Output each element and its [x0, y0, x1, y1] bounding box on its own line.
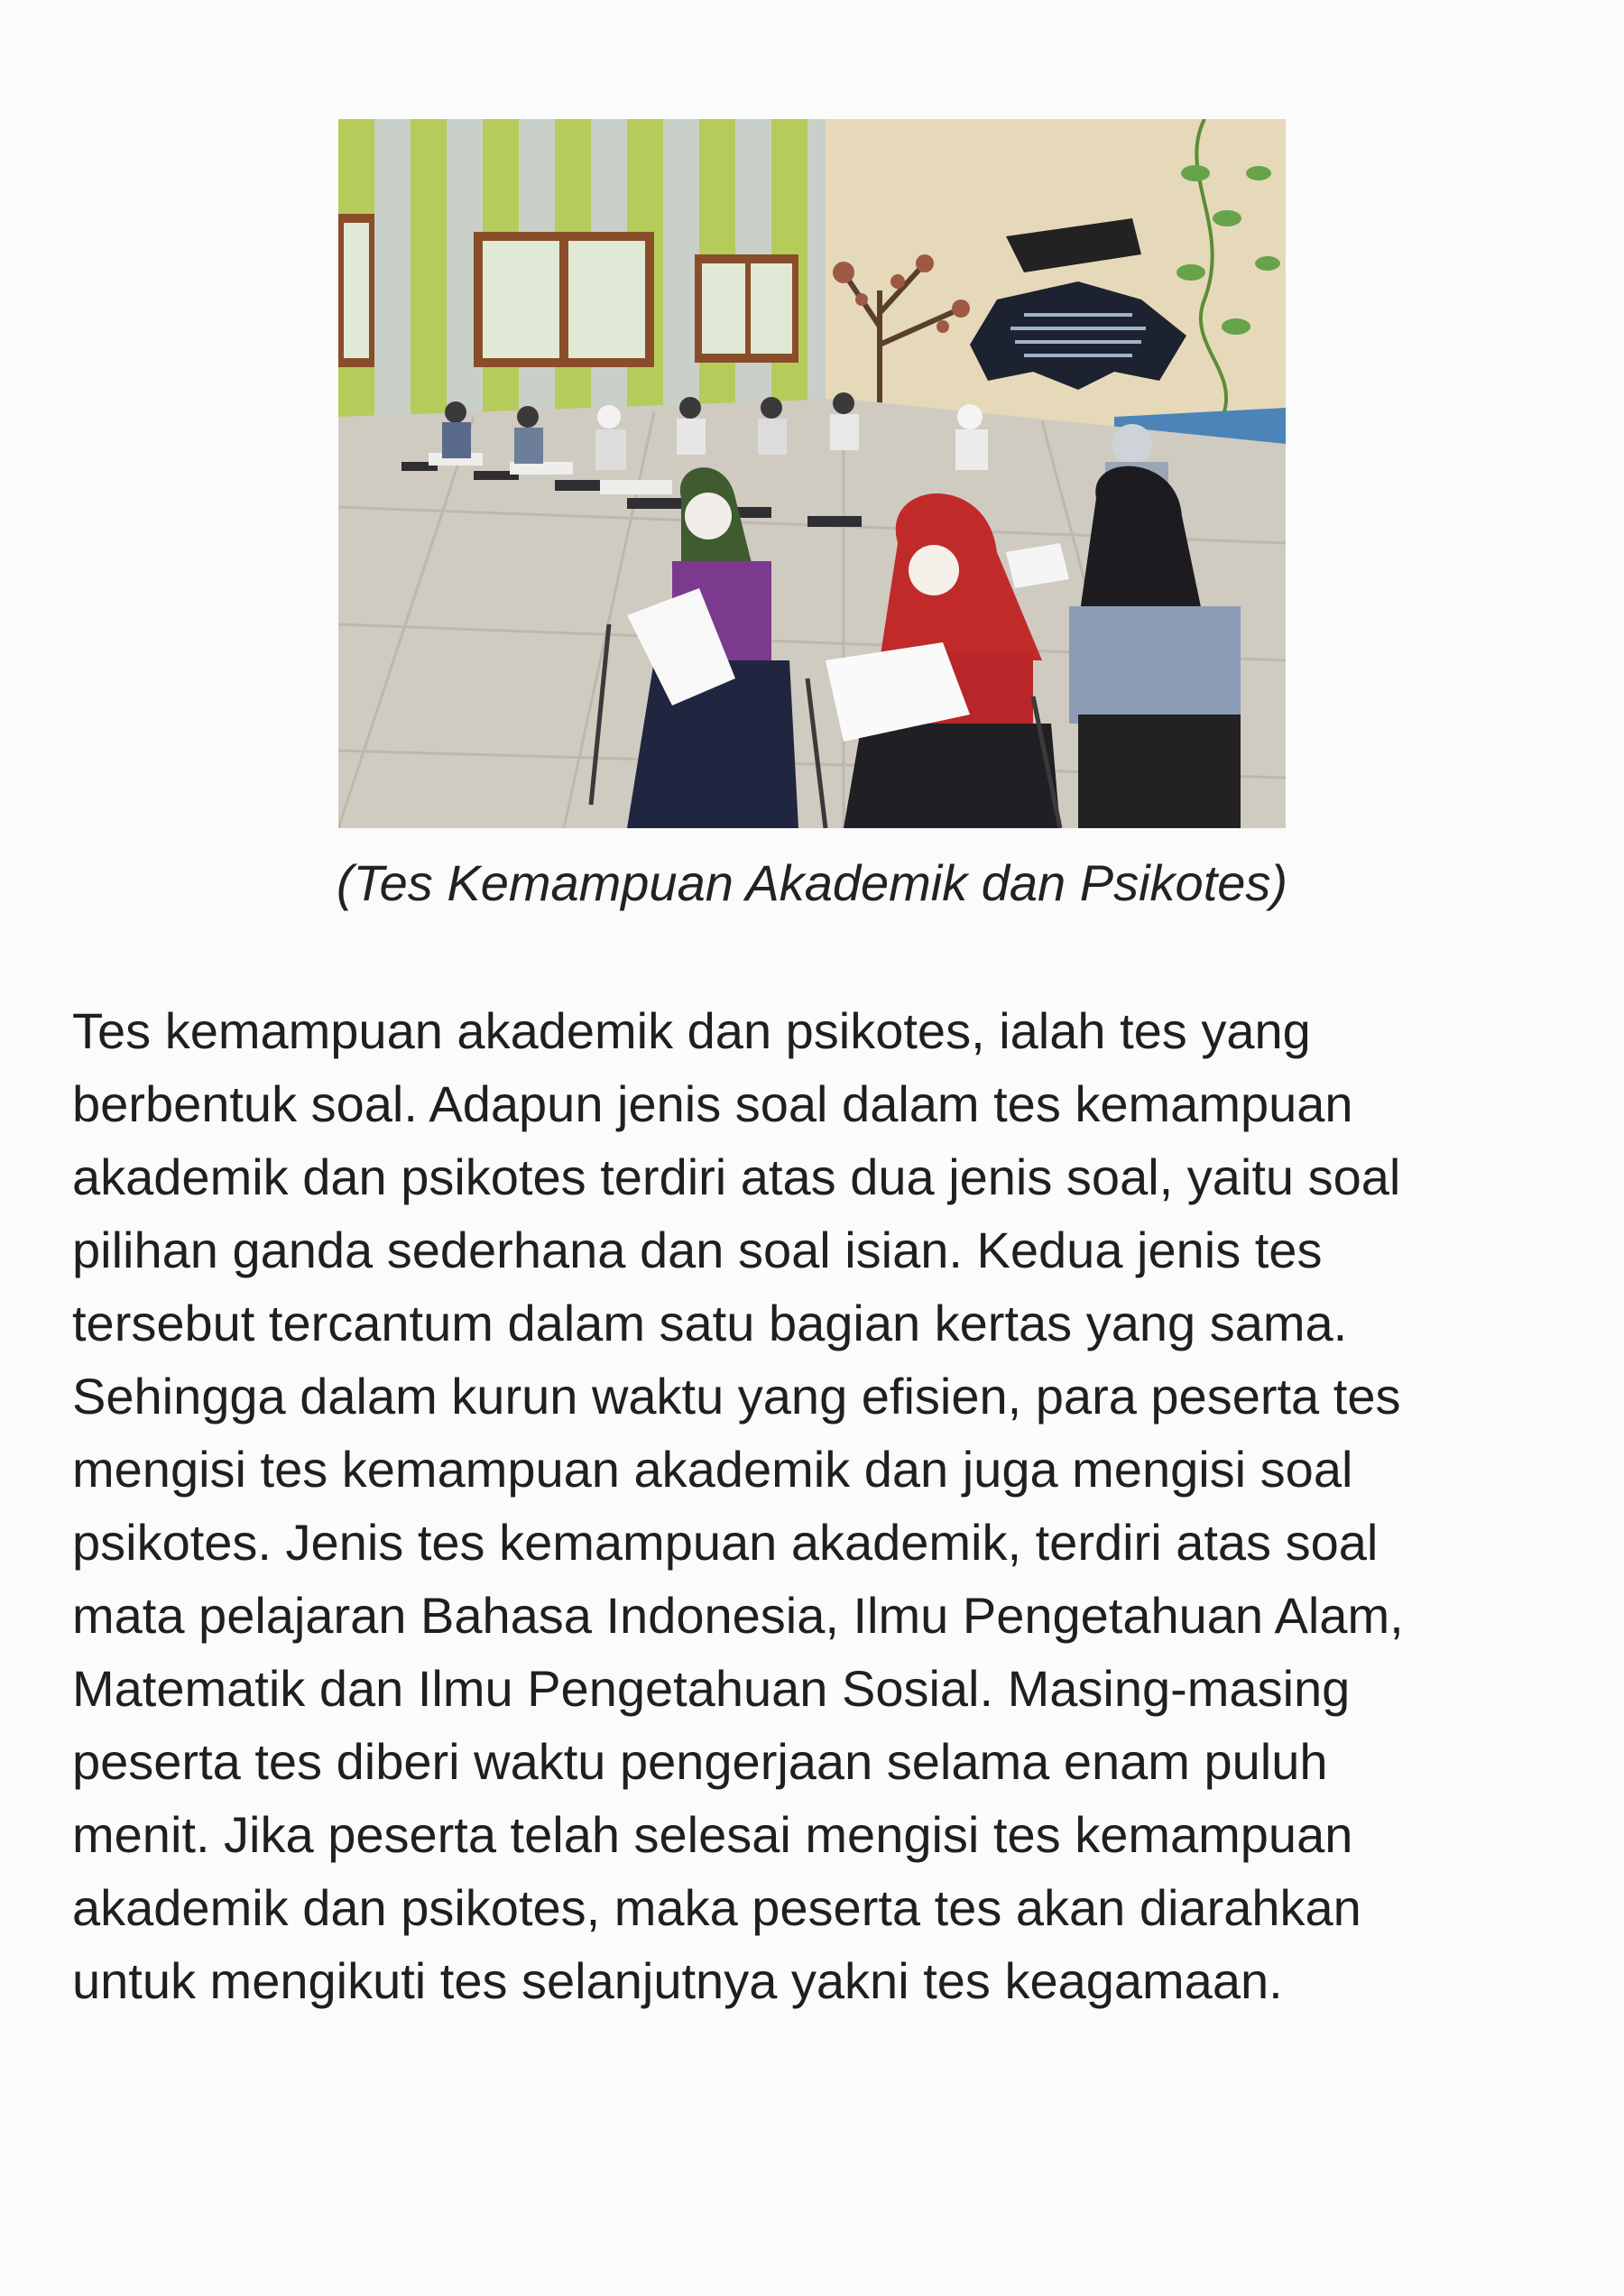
paragraph-line: mata pelajaran Bahasa Indonesia, Ilmu Pengetahuan Alam,: [72, 1587, 1404, 1644]
paragraph-line: peserta tes diberi waktu pengerjaan selama enam puluh: [72, 1733, 1328, 1790]
paragraph-line: Matematik dan Ilmu Pengetahuan Sosial. Masing-masing: [72, 1660, 1351, 1717]
paragraph-line: akademik dan psikotes terdiri atas dua jenis soal, yaitu soal: [72, 1148, 1401, 1205]
paragraph-line: tersebut tercantum dalam satu bagian kertas yang sama.: [72, 1295, 1348, 1351]
photo-illustration: [338, 119, 1286, 828]
paragraph-line: mengisi tes kemampuan akademik dan juga mengisi soal: [72, 1441, 1353, 1498]
paragraph-line: Tes kemampuan akademik dan psikotes, ialah tes yang: [72, 1002, 1311, 1059]
paragraph-line: Sehingga dalam kurun waktu yang efisien, para peserta tes: [72, 1368, 1401, 1425]
article-paragraph: [72, 994, 1516, 2017]
paragraph-line: berbentuk soal. Adapun jenis soal dalam tes kemampuan: [72, 1075, 1353, 1132]
photo-caption: (Tes Kemampuan Akademik dan Psikotes): [336, 854, 1288, 911]
paragraph-line: akademik dan psikotes, maka peserta tes akan diarahkan: [72, 1879, 1361, 1936]
paragraph-line: pilihan ganda sederhana dan soal isian. Kedua jenis tes: [72, 1222, 1323, 1278]
paragraph-line: psikotes. Jenis tes kemampuan akademik, terdiri atas soal: [72, 1514, 1379, 1571]
paragraph-line: untuk mengikuti tes selanjutnya yakni tes keagamaan.: [72, 1952, 1283, 2009]
paragraph-line: menit. Jika peserta telah selesai mengisi tes kemampuan: [72, 1806, 1353, 1863]
classroom-exam-photo: [338, 119, 1286, 828]
